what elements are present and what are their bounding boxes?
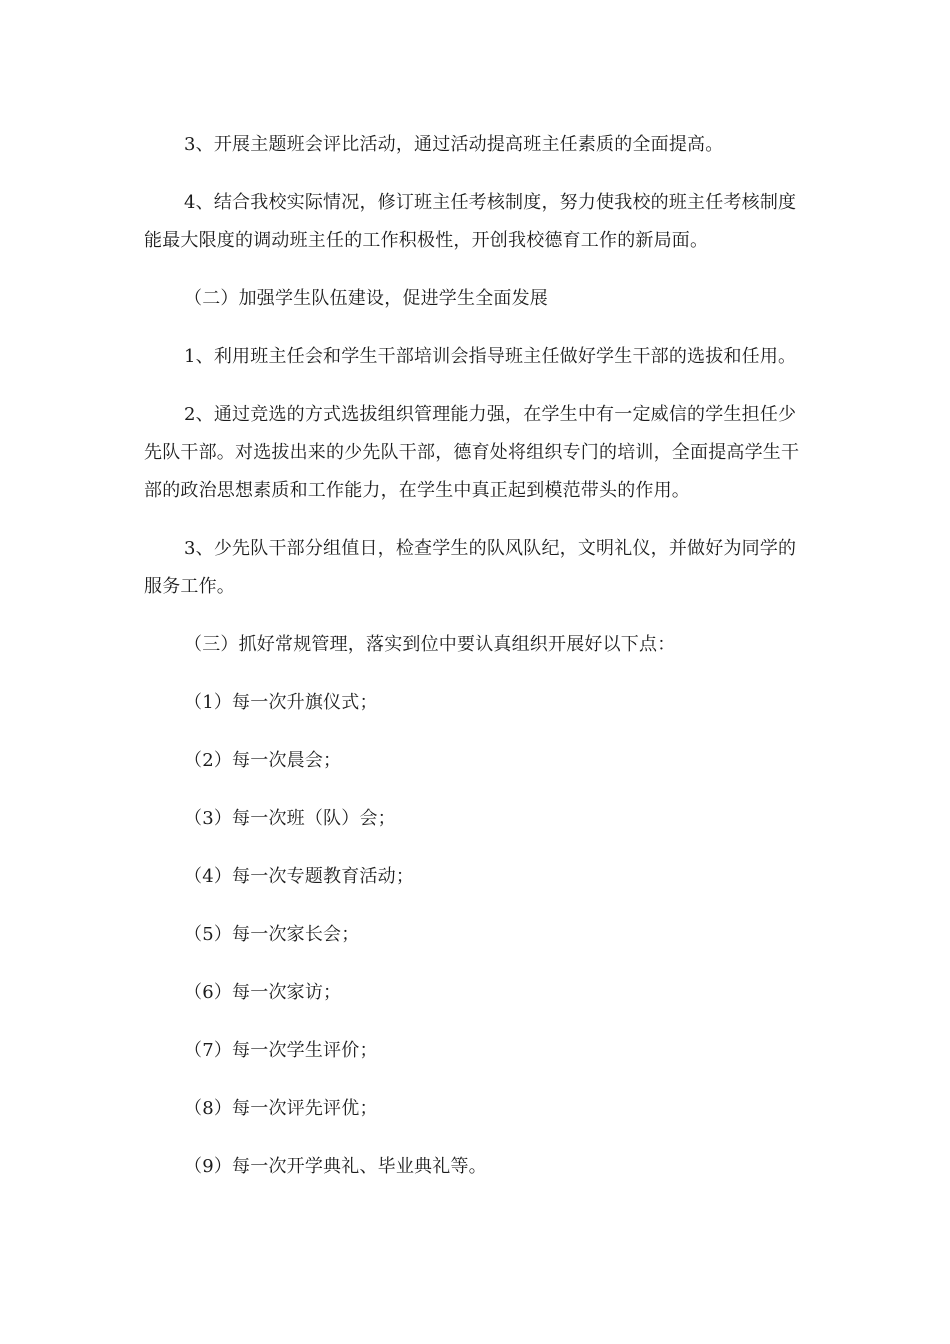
section-heading-3: （三）抓好常规管理，落实到位中要认真组织开展好以下点：: [184, 634, 676, 655]
paragraph-section2-item-2: 2、通过竞选的方式选拔组织管理能力强，在学生中有一定威信的学生担任少先队干部。对选拔出来的少先队干部，德育处将组织专门的培训，全面提高学生干部的政治思想素质和工作能力，在学生中真正起到模范带头的作用。: [144, 404, 800, 501]
list-item: （4）每一次专题教育活动；: [184, 866, 415, 887]
list-item: （2）每一次晨会；: [184, 750, 342, 771]
list-item: （1）每一次升旗仪式；: [184, 692, 378, 713]
paragraph-item-4: 4、结合我校实际情况，修订班主任考核制度，努力使我校的班主任考核制度能最大限度的调动班主任的工作积极性，开创我校德育工作的新局面。: [144, 192, 797, 251]
list-item: （6）每一次家访；: [184, 982, 342, 1003]
list-item: （5）每一次家长会；: [184, 924, 360, 945]
paragraph-section2-item-1: 1、利用班主任会和学生干部培训会指导班主任做好学生干部的选拔和任用。: [184, 346, 797, 367]
paragraph-item-3: 3、开展主题班会评比活动，通过活动提高班主任素质的全面提高。: [184, 134, 724, 155]
list-item: （9）每一次开学典礼、毕业典礼等。: [184, 1156, 487, 1177]
section-heading-2: （二）加强学生队伍建设，促进学生全面发展: [184, 288, 548, 309]
routine-list: [144, 684, 808, 1186]
list-item: （7）每一次学生评价；: [184, 1040, 378, 1061]
list-item: （3）每一次班（队）会；: [184, 808, 396, 829]
document-body: [144, 126, 808, 1206]
list-item: （8）每一次评先评优；: [184, 1098, 378, 1119]
paragraph-section2-item-3: 3、少先队干部分组值日，检查学生的队风队纪，文明礼仪，并做好为同学的服务工作。: [144, 538, 797, 597]
